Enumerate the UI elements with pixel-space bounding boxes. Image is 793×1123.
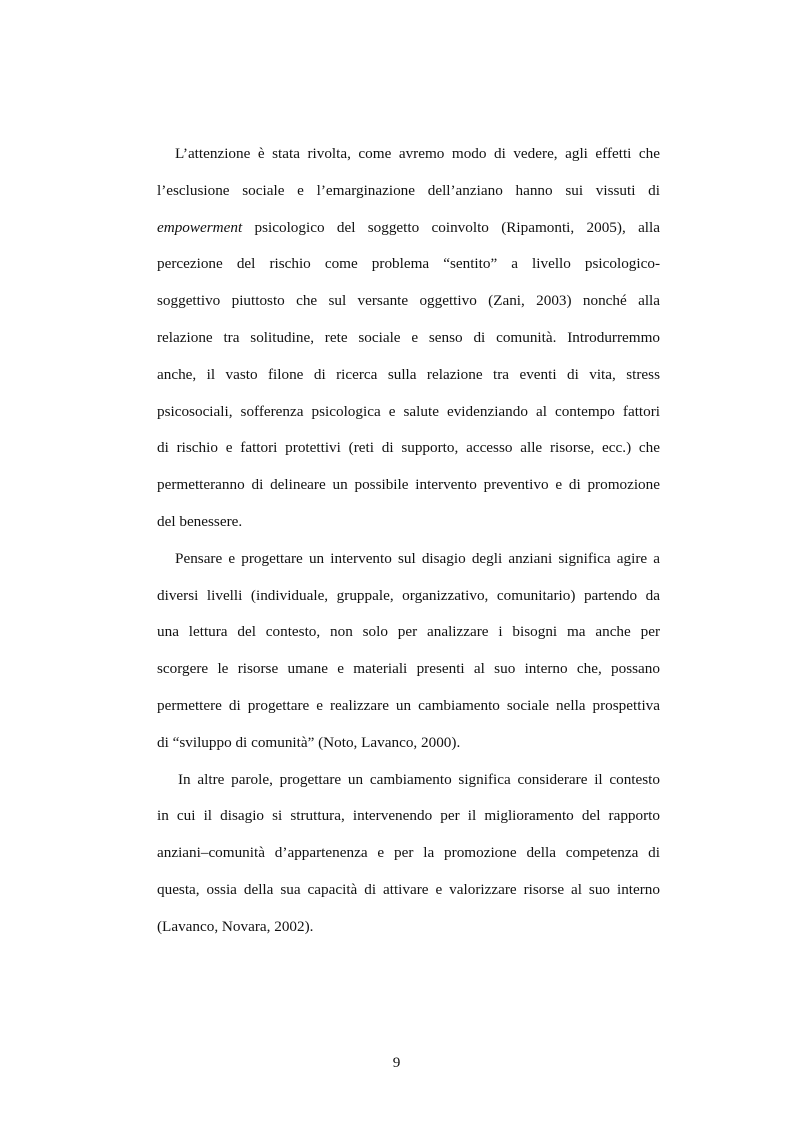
text-line: del benessere. <box>157 512 243 530</box>
text-line: (Lavanco, Novara, 2002). <box>157 917 314 935</box>
text-line: L’attenzione è stata rivolta, come avremo modo di vedere, agli effetti che <box>175 145 660 162</box>
text-line: Pensare e progettare un intervento sul disagio degli anziani significa agire a <box>175 549 660 567</box>
text-line-rest: psicologico del soggetto coinvolto (Ripamonti, 2005), alla <box>242 218 660 236</box>
text-line: di rischio e fattori protettivi (reti di supporto, accesso alle risorse, ecc.) che <box>157 439 660 457</box>
page-number: 9 <box>392 1054 401 1071</box>
text-line: anche, il vasto filone di ricerca sulla relazione tra eventi di vita, stress <box>157 365 660 383</box>
text-line: psicosociali, sofferenza psicologica e salute evidenziando al contempo fattori <box>157 402 660 420</box>
emphasized-term: empowerment <box>157 218 243 236</box>
text-line: in cui il disagio si struttura, intervenendo per il miglioramento del rapporto <box>157 807 660 825</box>
text-line: una lettura del contesto, non solo per analizzare i bisogni ma anche per <box>157 623 660 641</box>
text-line: diversi livelli (individuale, gruppale, organizzativo, comunitario) partendo da <box>157 586 660 604</box>
paragraph-3 <box>157 762 660 946</box>
text-line: l’esclusione sociale e l’emarginazione dell’anziano hanno sui vissuti di <box>157 181 660 199</box>
text-line: percezione del rischio come problema “sentito” a livello psicologico- <box>157 255 660 273</box>
text-line: soggettivo piuttosto che sul versante oggettivo (Zani, 2003) nonché alla <box>157 292 660 310</box>
text-line: permetteranno di delineare un possibile intervento preventivo e di promozione <box>157 476 660 494</box>
paragraph-2 <box>157 541 660 762</box>
text-line: di “sviluppo di comunità” (Noto, Lavanco, 2000). <box>157 733 461 751</box>
text-line: scorgere le risorse umane e materiali presenti al suo interno che, possano <box>157 660 660 678</box>
text-line <box>157 210 660 247</box>
text-line: relazione tra solitudine, rete sociale e senso di comunità. Introdurremmo <box>157 328 660 346</box>
text-line: anziani–comunità d’appartenenza e per la promozione della competenza di <box>157 844 660 862</box>
paragraph-1 <box>157 136 660 541</box>
text-line: questa, ossia della sua capacità di attivare e valorizzare risorse al suo interno <box>157 880 660 898</box>
text-line: In altre parole, progettare un cambiamento significa considerare il contesto <box>178 770 660 788</box>
text-line: permettere di progettare e realizzare un cambiamento sociale nella prospettiva <box>157 696 660 714</box>
document-body <box>157 136 660 946</box>
